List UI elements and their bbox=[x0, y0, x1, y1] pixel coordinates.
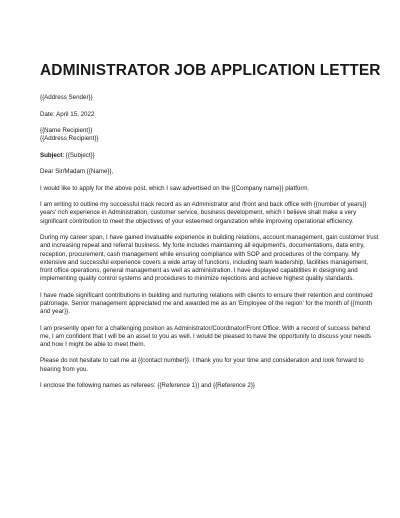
date-block bbox=[40, 111, 380, 119]
salutation: Dear Sir/Madam {{Name}}, bbox=[40, 168, 114, 176]
address-recipient: {{Address Recipient}} bbox=[40, 135, 99, 143]
paragraph-client-relations: I have made significant contributions in building and nurturing relations with clients to ensure their retention and continued patronage. Senior management appreciated me and awarded me as an 'Employee of the region' for the month of {{month and year}}. bbox=[40, 291, 373, 316]
letter-title: ADMINISTRATOR JOB APPLICATION LETTER bbox=[40, 62, 381, 79]
paragraph-open-position: I am presently open for a challenging position as Administrator/Coordinator/Front Office. With a record of success behind me, I am confident that I will be an asset to you as well. I would be pleased to have the opportunity to discuss your needs and how I might be able to meet them. bbox=[40, 324, 371, 348]
paragraph-referees: I enclose the following names as referees: {{Reference 1}} and {{Reference 2}} bbox=[40, 382, 255, 390]
letter-date: Date: April 15, 2022 bbox=[40, 110, 95, 118]
address-sender: {{Address Sender}} bbox=[40, 94, 93, 101]
subject-label: Subject bbox=[40, 151, 63, 159]
subject-value: : {{Subject}} bbox=[62, 151, 95, 159]
paragraph-apply: I would like to apply for the above post, which I saw advertised on the {{Company name}} platform. bbox=[40, 184, 310, 192]
name-recipient: {{Name Recipient}} bbox=[40, 127, 93, 134]
paragraph-career-experience: During my career span, I have gained invaluable experience in building relations, account management, gain customer trust and increasing repeat and referral business. My forte includes maintaining all equipment's, documentations, data entry, reception, procurement, cash management while ensuring compliance with SOP and procedures of the company. My extensive and successful experience covers a wide array of functions, including team leadership, facilities management, front office operations, general management as well as administration. I have displayed capabilities in designing and implementing quality control systems and procedures to minimize rejections and achieve highest quality standards. bbox=[40, 234, 379, 283]
subject-line bbox=[40, 152, 380, 160]
paragraph-track-record: I am writing to outline my successful track record as an Administrator and /front and back office with {{number of years}} years' rich experience in Administration, customer service, business development, which I believe shall make a very significant contribution to meet the objectives of your esteemed organization while improving operational efficiency. bbox=[40, 201, 367, 225]
paragraph-contact: Please do not hesitate to call me at {{contact number}}. I thank you for your time and consideration and look forward to hearing from you. bbox=[40, 357, 364, 373]
salutation-block bbox=[40, 168, 380, 176]
sender-block bbox=[40, 94, 380, 102]
recipient-block bbox=[40, 127, 380, 143]
